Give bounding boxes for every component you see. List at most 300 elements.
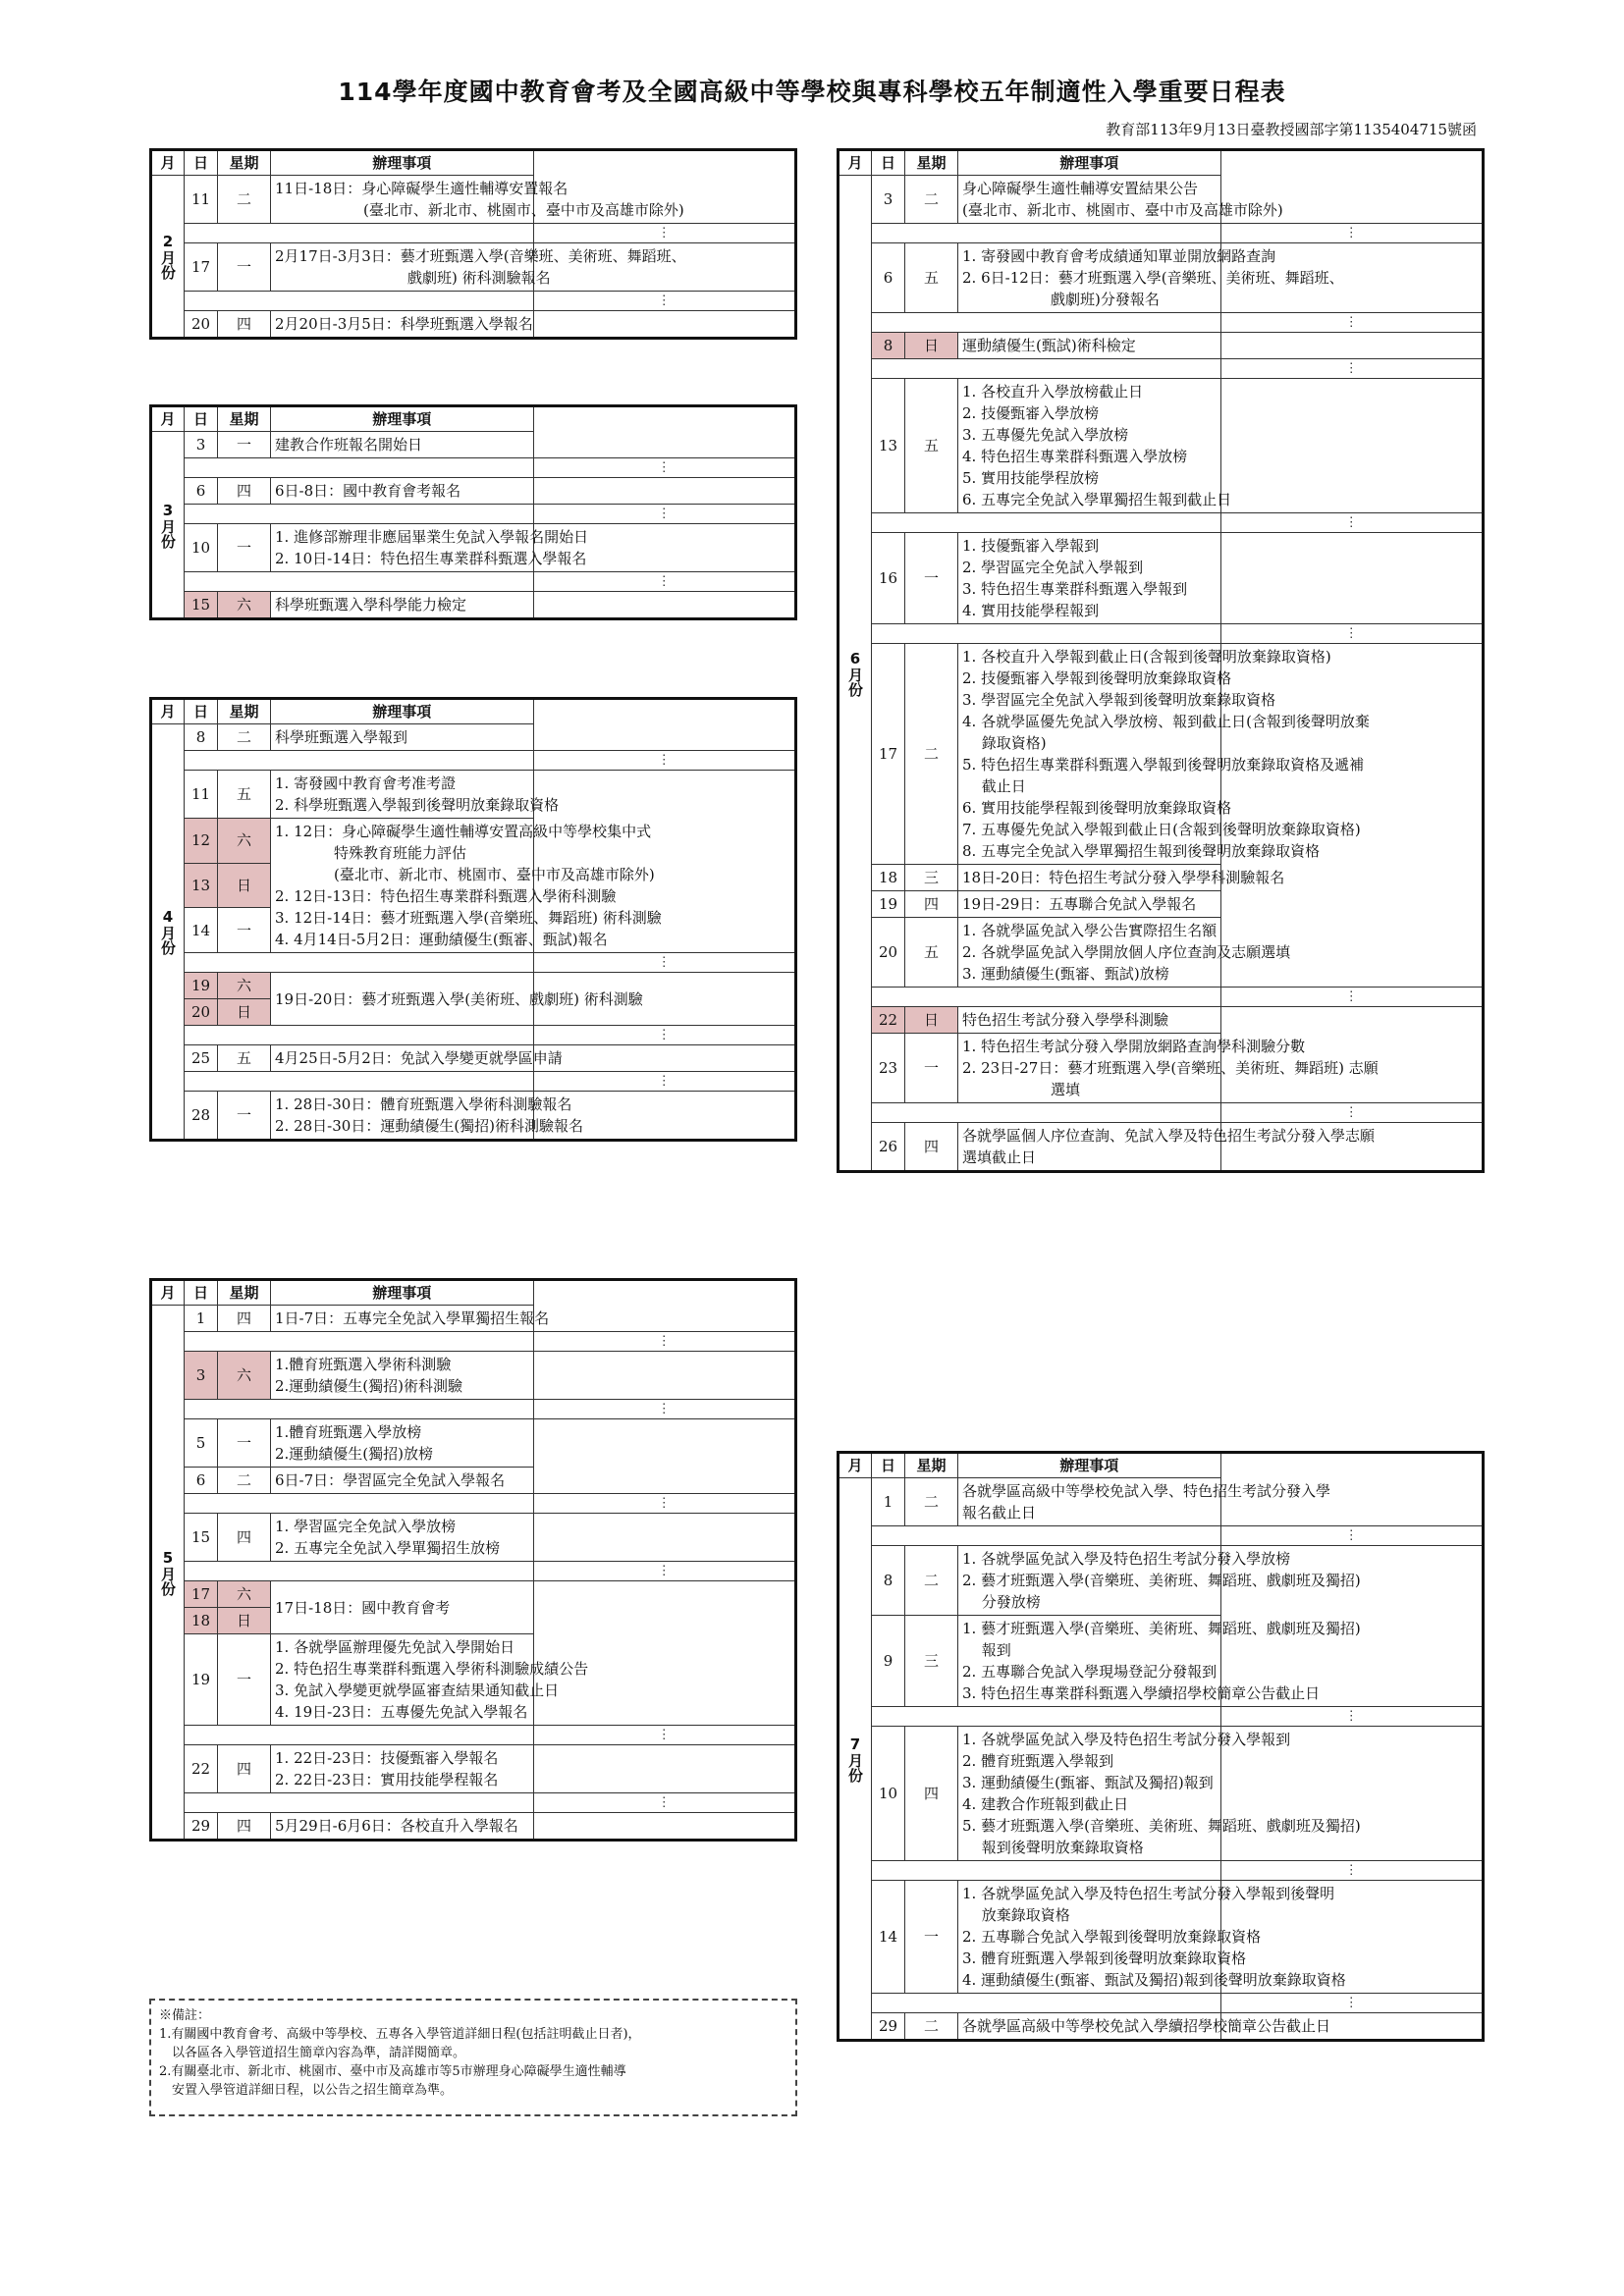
separator-dots: ⋮	[1220, 313, 1484, 333]
table-row	[151, 771, 796, 819]
header-event: 辦理事項	[958, 150, 1221, 176]
separator-row	[839, 313, 1484, 333]
event-line: 1. 各校直升入學報到截止日(含報到後聲明放棄錄取資格)	[962, 648, 1331, 666]
event-line: 4. 各就學區優先免試入學放榜、報到截止日(含報到後聲明放棄	[962, 713, 1370, 730]
separator-row	[151, 224, 796, 243]
table-row	[839, 533, 1484, 624]
event-line: 1.體育班甄選入學術科測驗	[275, 1356, 452, 1373]
event-line: 4月25日-5月2日：免試入學變更就學區申請	[275, 1049, 563, 1067]
separator-dots: ⋮	[1220, 224, 1484, 243]
header-month: 月	[151, 150, 185, 176]
table-row	[839, 891, 1484, 918]
event-line: 1. 學習區完全免試入學放榜	[275, 1518, 457, 1535]
weekday-cell: 日	[905, 1007, 958, 1034]
table-header-row	[839, 1453, 1484, 1478]
day-cell: 9	[872, 1616, 905, 1707]
separator-cell	[185, 1332, 534, 1352]
separator-cell	[872, 513, 1221, 533]
separator-row	[151, 1793, 796, 1813]
separator-dots: ⋮	[533, 1400, 796, 1419]
day-cell: 15	[185, 1514, 218, 1562]
separator-dots: ⋮	[533, 1726, 796, 1745]
event-cell	[271, 819, 662, 953]
header-month: 月	[151, 1280, 185, 1306]
weekday-cell: 六	[218, 819, 271, 864]
separator-dots: ⋮	[1220, 1707, 1484, 1727]
table-row	[839, 1478, 1484, 1526]
month-table-february	[149, 148, 797, 340]
month-label: 4月份	[151, 724, 185, 1141]
table-row	[839, 1881, 1484, 1994]
day-cell: 10	[185, 524, 218, 572]
separator-row	[151, 505, 796, 524]
event-line: 5月29日-6月6日：各校直升入學報名	[275, 1817, 518, 1835]
weekday-cell: 一	[218, 243, 271, 292]
day-cell: 14	[872, 1881, 905, 1994]
event-line: 1. 寄發國中教育會考成績通知單並開放網路查詢	[962, 247, 1276, 265]
header-event: 辦理事項	[271, 406, 534, 432]
event-line: 1.體育班甄選入學放榜	[275, 1423, 422, 1441]
separator-row	[839, 1103, 1484, 1123]
separator-dots: ⋮	[533, 751, 796, 771]
day-cell: 1	[185, 1306, 218, 1332]
day-cell: 8	[185, 724, 218, 751]
day-cell: 20	[185, 311, 218, 339]
event-cell	[958, 1546, 1361, 1616]
day-cell: 12	[185, 819, 218, 864]
event-line: 3. 特色招生專業群科甄選入學報到	[962, 580, 1188, 598]
table-row	[151, 432, 796, 458]
month-table-march	[149, 404, 797, 620]
event-line: 錄取資格)	[962, 734, 1047, 752]
weekday-cell: 二	[218, 724, 271, 751]
separator-row	[839, 513, 1484, 533]
day-cell: 14	[185, 908, 218, 953]
separator-cell	[185, 953, 534, 973]
event-line: 2. 科學班甄選入學報到後聲明放棄錄取資格	[275, 796, 560, 814]
day-cell: 11	[185, 176, 218, 224]
event-line: 3. 運動績優生(甄審、甄試)放榜	[962, 965, 1169, 983]
event-line: 特殊教育班能力評估	[275, 844, 467, 862]
event-line: 1. 各就學區免試入學及特色招生考試分發入學放榜	[962, 1550, 1291, 1568]
weekday-cell: 二	[905, 1478, 958, 1526]
weekday-cell: 四	[218, 1813, 271, 1841]
day-cell: 10	[872, 1727, 905, 1861]
separator-cell	[872, 1526, 1221, 1546]
event-line: 2. 學習區完全免試入學報到	[962, 559, 1144, 576]
event-cell	[958, 1034, 1379, 1103]
separator-dots: ⋮	[1220, 513, 1484, 533]
event-line: 1. 寄發國中教育會考准考證	[275, 774, 457, 792]
header-event: 辦理事項	[271, 1280, 534, 1306]
separator-cell	[185, 1072, 534, 1092]
event-line: (臺北市、新北市、桃園市、臺中市及高雄市除外)	[275, 201, 684, 219]
day-cell: 29	[185, 1813, 218, 1841]
event-line: 2. 6日-12日：藝才班甄選入學(音樂班、美術班、舞蹈班、	[962, 269, 1344, 287]
event-line: 2. 23日-27日：藝才班甄選入學(音樂班、美術班、舞蹈班) 志願	[962, 1059, 1379, 1077]
day-cell: 15	[185, 592, 218, 619]
day-cell: 3	[185, 1352, 218, 1400]
table-row	[839, 1546, 1484, 1616]
event-line: 3. 五專優先免試入學放榜	[962, 426, 1129, 444]
event-line: 報到	[962, 1641, 1011, 1659]
separator-row	[839, 1707, 1484, 1727]
table-row	[151, 176, 796, 224]
day-cell: 18	[872, 865, 905, 891]
table-row	[839, 644, 1484, 865]
separator-row	[151, 1332, 796, 1352]
header-weekday: 星期	[218, 150, 271, 176]
header-event: 辦理事項	[271, 699, 534, 724]
event-line: 1. 各就學區免試入學及特色招生考試分發入學報到	[962, 1731, 1291, 1748]
separator-cell	[185, 505, 534, 524]
table-row	[151, 524, 796, 572]
event-line: 2. 技優甄審入學放榜	[962, 404, 1100, 422]
separator-cell	[185, 458, 534, 478]
event-line: 2月17日-3月3日：藝才班甄選入學(音樂班、美術班、舞蹈班、	[275, 247, 686, 265]
event-line: 2. 五專聯合免試入學現場登記分發報到	[962, 1663, 1218, 1681]
event-line: 選填	[962, 1081, 1081, 1098]
weekday-cell: 一	[905, 533, 958, 624]
event-line: 2月20日-3月5日：科學班甄選入學報名	[275, 315, 533, 333]
separator-dots: ⋮	[1220, 359, 1484, 379]
note-line: 以各區各入學管道招生簡章內容為準，請詳閱簡章。	[159, 2046, 466, 2060]
day-cell: 13	[185, 863, 218, 908]
event-line: (臺北市、新北市、桃園市、臺中市及高雄市除外)	[962, 201, 1283, 219]
separator-row	[839, 624, 1484, 644]
separator-cell	[185, 224, 534, 243]
table-row	[151, 1092, 796, 1141]
separator-row	[151, 953, 796, 973]
event-line: 運動績優生(甄試)術科檢定	[962, 337, 1136, 354]
month-label: 7月份	[839, 1478, 872, 2041]
separator-dots: ⋮	[1220, 1994, 1484, 2013]
separator-cell	[872, 624, 1221, 644]
schedule-table	[149, 697, 797, 1142]
event-cell	[958, 243, 1344, 313]
day-cell: 16	[872, 533, 905, 624]
separator-dots: ⋮	[533, 505, 796, 524]
separator-dots: ⋮	[1220, 624, 1484, 644]
separator-dots: ⋮	[1220, 988, 1484, 1007]
event-line: 4. 實用技能學程報到	[962, 602, 1100, 619]
separator-dots: ⋮	[533, 1332, 796, 1352]
separator-row	[839, 1861, 1484, 1881]
separator-cell	[185, 1793, 534, 1813]
event-line: 1. 12日：身心障礙學生適性輔導安置高級中等學校集中式	[275, 823, 652, 840]
event-cell	[271, 524, 589, 572]
separator-row	[151, 572, 796, 592]
separator-row	[839, 1994, 1484, 2013]
weekday-cell: 五	[218, 771, 271, 819]
event-cell	[958, 333, 1221, 359]
table-row	[839, 176, 1484, 224]
schedule-table	[149, 404, 797, 620]
weekday-cell: 一	[905, 1881, 958, 1994]
event-line: 2. 各就學區免試入學開放個人序位查詢及志願選填	[962, 943, 1291, 961]
event-cell	[958, 918, 1291, 988]
event-cell	[271, 592, 534, 619]
weekday-cell: 五	[905, 918, 958, 988]
separator-row	[839, 359, 1484, 379]
event-line: 1. 藝才班甄選入學(音樂班、美術班、舞蹈班、戲劇班及獨招)	[962, 1620, 1361, 1637]
separator-dots: ⋮	[533, 1072, 796, 1092]
day-cell: 1	[872, 1478, 905, 1526]
event-line: 3. 特色招生專業群科甄選入學續招學校簡章公告截止日	[962, 1684, 1321, 1702]
event-line: 各就學區個人序位查詢、免試入學及特色招生考試分發入學志願	[962, 1127, 1376, 1145]
day-cell: 17	[185, 1581, 218, 1608]
event-line: 建教合作班報名開始日	[275, 436, 423, 454]
table-header-row	[151, 406, 796, 432]
header-weekday: 星期	[905, 1453, 958, 1478]
event-line: 2.運動績優生(獨招)術科測驗	[275, 1377, 463, 1395]
event-line: 5. 實用技能學程放榜	[962, 469, 1100, 487]
weekday-cell: 二	[218, 176, 271, 224]
notes-box	[149, 1999, 797, 2116]
month-label: 6月份	[839, 176, 872, 1172]
month-table-april	[149, 697, 797, 1142]
separator-dots: ⋮	[533, 1494, 796, 1514]
schedule-table	[837, 1451, 1485, 2042]
table-row	[839, 1727, 1484, 1861]
event-cell	[271, 1634, 589, 1726]
day-cell: 29	[872, 2013, 905, 2041]
event-line: 2. 28日-30日：運動績優生(獨招)術科測驗報名	[275, 1117, 584, 1135]
separator-cell	[872, 1707, 1221, 1727]
event-cell	[271, 1468, 534, 1494]
header-month: 月	[839, 1453, 872, 1478]
header-weekday: 星期	[218, 699, 271, 724]
event-cell	[271, 1745, 534, 1793]
weekday-cell: 二	[905, 644, 958, 865]
day-cell: 20	[185, 999, 218, 1026]
separator-row	[151, 292, 796, 311]
event-cell	[271, 1581, 534, 1634]
table-row	[839, 865, 1484, 891]
weekday-cell: 三	[905, 1616, 958, 1707]
event-cell	[271, 243, 686, 292]
event-line: 5. 特色招生專業群科甄選入學報到後聲明放棄錄取資格及遞補	[962, 756, 1365, 774]
separator-dots: ⋮	[533, 953, 796, 973]
separator-row	[151, 1400, 796, 1419]
event-line: 6. 五專完全免試入學單獨招生報到截止日	[962, 491, 1232, 508]
event-line: 各就學區高級中等學校免試入學續招學校簡章公告截止日	[962, 2017, 1331, 2035]
event-line: 科學班甄選入學報到	[275, 728, 408, 746]
event-line: 2. 五專完全免試入學單獨招生放榜	[275, 1539, 501, 1557]
event-cell	[271, 1813, 534, 1841]
weekday-cell: 三	[905, 865, 958, 891]
table-row	[151, 1745, 796, 1793]
event-line: 17日-18日：國中教育會考	[275, 1598, 451, 1617]
event-line: 7. 五專優先免試入學報到截止日(含報到後聲明放棄錄取資格)	[962, 821, 1361, 838]
separator-cell	[872, 313, 1221, 333]
separator-dots: ⋮	[1220, 1861, 1484, 1881]
event-cell	[271, 724, 534, 751]
separator-cell	[872, 359, 1221, 379]
header-day: 日	[185, 1280, 218, 1306]
event-cell	[958, 1727, 1361, 1861]
weekday-cell: 四	[218, 1745, 271, 1793]
event-line: 身心障礙學生適性輔導安置結果公告	[962, 180, 1199, 197]
event-line: 4. 特色招生專業群科甄選入學放榜	[962, 448, 1188, 465]
day-cell: 8	[872, 333, 905, 359]
month-label: 3月份	[151, 432, 185, 619]
day-cell: 26	[872, 1123, 905, 1172]
separator-row	[151, 1726, 796, 1745]
event-line: 4. 建教合作班報到截止日	[962, 1795, 1129, 1813]
schedule-table	[837, 148, 1485, 1173]
weekday-cell: 四	[218, 478, 271, 505]
header-event: 辦理事項	[958, 1453, 1221, 1478]
table-row	[839, 333, 1484, 359]
separator-cell	[185, 751, 534, 771]
header-month: 月	[839, 150, 872, 176]
header-weekday: 星期	[218, 1280, 271, 1306]
event-line: 3. 體育班甄選入學報到後聲明放棄錄取資格	[962, 1949, 1247, 1967]
event-cell	[958, 891, 1221, 918]
event-line: 4. 運動績優生(甄審、甄試及獨招)報到後聲明放棄錄取資格	[962, 1971, 1346, 1989]
separator-cell	[872, 1861, 1221, 1881]
day-cell: 3	[872, 176, 905, 224]
event-line: 1. 特色招生考試分發入學開放網路查詢學科測驗分數	[962, 1038, 1306, 1055]
event-line: 1. 28日-30日：體育班甄選入學術科測驗報名	[275, 1095, 572, 1113]
day-cell: 3	[185, 432, 218, 458]
weekday-cell: 一	[218, 524, 271, 572]
table-row	[151, 1468, 796, 1494]
table-row	[839, 243, 1484, 313]
table-row	[151, 973, 796, 999]
weekday-cell: 二	[905, 176, 958, 224]
month-table-july	[837, 1451, 1485, 2042]
day-cell: 6	[872, 243, 905, 313]
event-line: 19日-29日：五專聯合免試入學報名	[962, 895, 1197, 913]
table-row	[151, 311, 796, 339]
event-line: 特色招生考試分發入學學科測驗	[962, 1011, 1169, 1029]
day-cell: 22	[872, 1007, 905, 1034]
table-row	[839, 379, 1484, 513]
weekday-cell: 五	[218, 1045, 271, 1072]
separator-row	[151, 458, 796, 478]
weekday-cell: 四	[905, 891, 958, 918]
event-line: (臺北市、新北市、桃園市、臺中市及高雄市除外)	[275, 866, 655, 883]
day-cell: 20	[872, 918, 905, 988]
event-cell	[271, 1419, 534, 1468]
event-cell	[958, 1123, 1376, 1172]
event-line: 6日-8日：國中教育會考報名	[275, 482, 461, 500]
header-day: 日	[185, 699, 218, 724]
event-line: 1. 進修部辦理非應屆畢業生免試入學報名開始日	[275, 528, 589, 546]
day-cell: 25	[185, 1045, 218, 1072]
separator-dots: ⋮	[1220, 1526, 1484, 1546]
event-line: 1. 各就學區免試入學公告實際招生名額	[962, 922, 1218, 939]
day-cell: 22	[185, 1745, 218, 1793]
table-row	[151, 819, 796, 864]
table-row	[151, 592, 796, 619]
event-cell	[958, 2013, 1331, 2041]
event-line: 各就學區高級中等學校免試入學、特色招生考試分發入學	[962, 1482, 1331, 1500]
day-cell: 19	[185, 973, 218, 999]
day-cell: 6	[185, 478, 218, 505]
event-cell	[958, 1881, 1346, 1994]
table-row	[839, 1007, 1484, 1034]
event-cell	[958, 865, 1285, 891]
note-line: 2.有關臺北市、新北市、桃園市、臺中市及高雄市等5市辦理身心障礙學生適性輔導	[159, 2064, 626, 2079]
weekday-cell: 六	[218, 973, 271, 999]
event-cell	[958, 176, 1283, 224]
separator-cell	[185, 1494, 534, 1514]
separator-cell	[185, 1400, 534, 1419]
weekday-cell: 一	[218, 1419, 271, 1468]
event-cell	[271, 1352, 534, 1400]
weekday-cell: 二	[218, 1468, 271, 1494]
separator-row	[151, 1072, 796, 1092]
event-cell	[271, 311, 534, 339]
event-line: 2. 藝才班甄選入學(音樂班、美術班、舞蹈班、戲劇班及獨招)	[962, 1572, 1361, 1589]
separator-cell	[185, 1026, 534, 1045]
table-row	[839, 1616, 1484, 1707]
weekday-cell: 日	[218, 863, 271, 908]
separator-cell	[185, 1726, 534, 1745]
separator-cell	[185, 1562, 534, 1581]
event-line: 4. 4月14日-5月2日：運動績優生(甄審、甄試)報名	[275, 931, 608, 948]
event-line: 2. 特色招生專業群科甄選入學術科測驗成績公告	[275, 1660, 589, 1678]
event-line: 19日-20日：藝才班甄選入學(美術班、戲劇班) 術科測驗	[275, 989, 643, 1008]
event-line: 科學班甄選入學科學能力檢定	[275, 596, 467, 614]
header-month: 月	[151, 699, 185, 724]
event-line: 3. 免試入學變更就學區審查結果通知截止日	[275, 1682, 560, 1699]
separator-row	[839, 988, 1484, 1007]
table-row	[151, 478, 796, 505]
day-cell: 18	[185, 1608, 218, 1634]
event-line: 2. 五專聯合免試入學報到後聲明放棄錄取資格	[962, 1928, 1262, 1946]
event-cell	[958, 644, 1370, 865]
header-month: 月	[151, 406, 185, 432]
table-row	[151, 1352, 796, 1400]
table-row	[839, 918, 1484, 988]
table-header-row	[151, 699, 796, 724]
event-cell	[271, 478, 534, 505]
separator-dots: ⋮	[1220, 1103, 1484, 1123]
day-cell: 19	[185, 1634, 218, 1726]
table-row	[151, 1634, 796, 1726]
event-line: 1. 各就學區免試入學及特色招生考試分發入學報到後聲明	[962, 1885, 1335, 1902]
day-cell: 8	[872, 1546, 905, 1616]
separator-dots: ⋮	[533, 1026, 796, 1045]
weekday-cell: 四	[218, 311, 271, 339]
event-cell	[271, 176, 684, 224]
schedule-table	[149, 1278, 797, 1842]
day-cell: 13	[872, 379, 905, 513]
event-line: 2. 體育班甄選入學報到	[962, 1752, 1114, 1770]
day-cell: 5	[185, 1419, 218, 1468]
header-weekday: 星期	[218, 406, 271, 432]
event-line: 報到後聲明放棄錄取資格	[962, 1839, 1144, 1856]
header-day: 日	[185, 150, 218, 176]
table-header-row	[151, 1280, 796, 1306]
event-line: 報名截止日	[962, 1504, 1037, 1522]
event-cell	[271, 1514, 534, 1562]
weekday-cell: 一	[905, 1034, 958, 1103]
event-line: 3. 12日-14日：藝才班甄選入學(音樂班、舞蹈班) 術科測驗	[275, 909, 662, 927]
table-row	[151, 1514, 796, 1562]
event-cell	[271, 432, 534, 458]
separator-dots: ⋮	[533, 1793, 796, 1813]
event-cell	[958, 1616, 1361, 1707]
separator-cell	[872, 988, 1221, 1007]
table-row	[151, 1419, 796, 1468]
separator-row	[151, 1026, 796, 1045]
weekday-cell: 四	[905, 1123, 958, 1172]
